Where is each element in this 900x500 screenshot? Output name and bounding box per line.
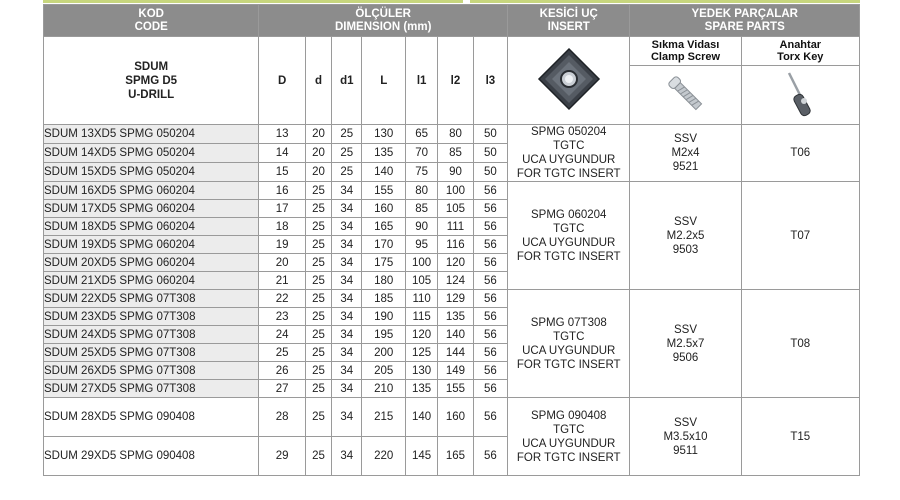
row-value-l1: 135: [405, 380, 437, 398]
key-image-cell: [741, 66, 859, 125]
row-value-l3: 56: [473, 236, 507, 254]
row-value-d: 25: [305, 236, 331, 254]
row-value-l1: 120: [405, 326, 437, 344]
row-code: SDUM 23XD5 SPMG 07T308: [44, 308, 259, 326]
screw-icon: [661, 68, 711, 120]
header-kod: KOD CODE: [44, 5, 259, 37]
row-code: SDUM 24XD5 SPMG 07T308: [44, 326, 259, 344]
row-value-d1: 34: [332, 254, 362, 272]
row-value-l1: 85: [405, 200, 437, 218]
row-value-D: 15: [259, 163, 306, 182]
row-value-d1: 34: [332, 437, 362, 476]
row-value-D: 19: [259, 236, 306, 254]
row-value-D: 18: [259, 218, 306, 236]
row-value-D: 23: [259, 308, 306, 326]
row-value-d: 25: [305, 362, 331, 380]
row-value-d1: 25: [332, 144, 362, 163]
dim-col-L: L: [362, 37, 405, 125]
row-value-L: 165: [362, 218, 405, 236]
key-spec: T08: [741, 290, 859, 398]
row-value-l2: 100: [438, 182, 473, 200]
row-value-l1: 125: [405, 344, 437, 362]
row-value-d: 25: [305, 272, 331, 290]
row-value-l2: 80: [438, 125, 473, 144]
row-value-l1: 140: [405, 398, 437, 437]
row-code: SDUM 25XD5 SPMG 07T308: [44, 344, 259, 362]
row-value-d1: 34: [332, 380, 362, 398]
row-value-l1: 110: [405, 290, 437, 308]
top-accent-left: [43, 0, 463, 3]
row-value-l1: 75: [405, 163, 437, 182]
row-value-l2: 120: [438, 254, 473, 272]
row-value-L: 155: [362, 182, 405, 200]
key-spec: T06: [741, 125, 859, 182]
row-value-L: 180: [362, 272, 405, 290]
table-row: [44, 290, 860, 308]
insert-spec: SPMG 050204 TGTC UCA UYGUNDUR FOR TGTC INSERT: [508, 125, 630, 182]
insert-icon: [534, 44, 604, 114]
table-row: [44, 182, 860, 200]
row-value-l2: 129: [438, 290, 473, 308]
torx-key-icon: [775, 67, 825, 121]
row-value-L: 200: [362, 344, 405, 362]
row-value-L: 175: [362, 254, 405, 272]
model-title: SDUM SPMG D5 U-DRILL: [44, 37, 259, 125]
row-value-l2: 124: [438, 272, 473, 290]
row-value-l2: 111: [438, 218, 473, 236]
row-value-d1: 34: [332, 344, 362, 362]
row-value-l1: 100: [405, 254, 437, 272]
dim-col-D: D: [259, 37, 306, 125]
row-value-l2: 149: [438, 362, 473, 380]
row-value-d1: 34: [332, 326, 362, 344]
row-value-d: 20: [305, 163, 331, 182]
row-code: SDUM 17XD5 SPMG 060204: [44, 200, 259, 218]
dim-col-d1: d1: [332, 37, 362, 125]
row-value-d: 25: [305, 308, 331, 326]
row-value-d1: 34: [332, 308, 362, 326]
row-code: SDUM 19XD5 SPMG 060204: [44, 236, 259, 254]
row-value-L: 130: [362, 125, 405, 144]
row-value-l1: 95: [405, 236, 437, 254]
screw-spec: SSV M2.5x7 9506: [630, 290, 741, 398]
table-row: [44, 125, 860, 144]
row-value-L: 210: [362, 380, 405, 398]
row-value-D: 22: [259, 290, 306, 308]
row-value-L: 190: [362, 308, 405, 326]
screw-spec: SSV M2x4 9521: [630, 125, 741, 182]
key-spec: T07: [741, 182, 859, 290]
row-value-D: 17: [259, 200, 306, 218]
header-olculer: ÖLÇÜLER DIMENSION (mm): [259, 5, 508, 37]
row-value-D: 13: [259, 125, 306, 144]
row-code: SDUM 16XD5 SPMG 060204: [44, 182, 259, 200]
row-value-d1: 25: [332, 163, 362, 182]
row-code: SDUM 13XD5 SPMG 050204: [44, 125, 259, 144]
row-value-l1: 70: [405, 144, 437, 163]
row-value-D: 27: [259, 380, 306, 398]
row-code: SDUM 15XD5 SPMG 050204: [44, 163, 259, 182]
row-value-l2: 116: [438, 236, 473, 254]
row-value-l3: 56: [473, 380, 507, 398]
row-value-l2: 140: [438, 326, 473, 344]
row-value-d1: 34: [332, 182, 362, 200]
row-value-d: 20: [305, 144, 331, 163]
row-value-l2: 105: [438, 200, 473, 218]
table-row: [44, 398, 860, 437]
key-spec: T15: [741, 398, 859, 476]
row-value-l3: 56: [473, 344, 507, 362]
row-value-l3: 56: [473, 437, 507, 476]
insert-spec: SPMG 07T308 TGTC UCA UYGUNDUR FOR TGTC INSERT: [508, 290, 630, 398]
row-value-L: 215: [362, 398, 405, 437]
header-anahtar: Anahtar Torx Key: [741, 37, 859, 66]
spec-table-body: [44, 125, 860, 476]
row-value-d: 25: [305, 437, 331, 476]
row-value-l2: 144: [438, 344, 473, 362]
row-value-d1: 34: [332, 236, 362, 254]
header-kesici: KESİCİ UÇ INSERT: [508, 5, 630, 37]
row-value-d: 25: [305, 290, 331, 308]
row-value-d1: 25: [332, 125, 362, 144]
row-code: SDUM 29XD5 SPMG 090408: [44, 437, 259, 476]
row-value-l3: 56: [473, 182, 507, 200]
row-value-l1: 130: [405, 362, 437, 380]
row-value-D: 20: [259, 254, 306, 272]
row-code: SDUM 18XD5 SPMG 060204: [44, 218, 259, 236]
row-value-L: 185: [362, 290, 405, 308]
row-value-l3: 56: [473, 308, 507, 326]
row-value-d1: 34: [332, 200, 362, 218]
row-value-d1: 34: [332, 272, 362, 290]
row-value-D: 24: [259, 326, 306, 344]
header-sikma: Sıkma Vidası Clamp Screw: [630, 37, 741, 66]
row-value-l3: 56: [473, 254, 507, 272]
row-value-D: 26: [259, 362, 306, 380]
row-value-l1: 105: [405, 272, 437, 290]
row-value-l3: 56: [473, 398, 507, 437]
row-value-l3: 56: [473, 200, 507, 218]
row-value-L: 195: [362, 326, 405, 344]
row-code: SDUM 27XD5 SPMG 07T308: [44, 380, 259, 398]
dim-col-l1: l1: [405, 37, 437, 125]
row-value-d1: 34: [332, 362, 362, 380]
screw-spec: SSV M3.5x10 9511: [630, 398, 741, 476]
row-value-d: 25: [305, 398, 331, 437]
row-value-D: 14: [259, 144, 306, 163]
row-code: SDUM 20XD5 SPMG 060204: [44, 254, 259, 272]
row-code: SDUM 26XD5 SPMG 07T308: [44, 362, 259, 380]
row-value-D: 21: [259, 272, 306, 290]
row-code: SDUM 21XD5 SPMG 060204: [44, 272, 259, 290]
row-value-l3: 50: [473, 125, 507, 144]
row-value-d: 25: [305, 182, 331, 200]
row-value-l1: 65: [405, 125, 437, 144]
row-value-l1: 80: [405, 182, 437, 200]
row-value-d: 25: [305, 218, 331, 236]
row-code: SDUM 14XD5 SPMG 050204: [44, 144, 259, 163]
row-value-d1: 34: [332, 290, 362, 308]
row-value-D: 28: [259, 398, 306, 437]
insert-spec: SPMG 090408 TGTC UCA UYGUNDUR FOR TGTC INSERT: [508, 398, 630, 476]
row-value-L: 205: [362, 362, 405, 380]
row-value-d: 25: [305, 326, 331, 344]
row-code: SDUM 28XD5 SPMG 090408: [44, 398, 259, 437]
top-accent-right: [470, 0, 860, 3]
row-value-d1: 34: [332, 218, 362, 236]
row-value-D: 25: [259, 344, 306, 362]
row-value-l3: 50: [473, 144, 507, 163]
spec-table: [43, 4, 860, 476]
screw-image-cell: [630, 66, 741, 125]
row-code: SDUM 22XD5 SPMG 07T308: [44, 290, 259, 308]
row-value-l3: 56: [473, 290, 507, 308]
row-value-l3: 50: [473, 163, 507, 182]
row-value-L: 140: [362, 163, 405, 182]
row-value-d: 25: [305, 254, 331, 272]
row-value-d: 20: [305, 125, 331, 144]
insert-image-cell: [508, 37, 630, 125]
dim-col-l3: l3: [473, 37, 507, 125]
row-value-L: 135: [362, 144, 405, 163]
row-value-d1: 34: [332, 398, 362, 437]
row-value-l3: 56: [473, 362, 507, 380]
row-value-D: 16: [259, 182, 306, 200]
row-value-l1: 145: [405, 437, 437, 476]
row-value-d: 25: [305, 344, 331, 362]
row-value-L: 170: [362, 236, 405, 254]
row-value-d: 25: [305, 380, 331, 398]
row-value-l2: 135: [438, 308, 473, 326]
row-value-l3: 56: [473, 218, 507, 236]
header-yedek: YEDEK PARÇALAR SPARE PARTS: [630, 5, 860, 37]
row-value-l2: 165: [438, 437, 473, 476]
dim-col-d: d: [305, 37, 331, 125]
row-value-l3: 56: [473, 326, 507, 344]
insert-spec: SPMG 060204 TGTC UCA UYGUNDUR FOR TGTC INSERT: [508, 182, 630, 290]
row-value-l2: 160: [438, 398, 473, 437]
row-value-L: 160: [362, 200, 405, 218]
row-value-l1: 115: [405, 308, 437, 326]
row-value-L: 220: [362, 437, 405, 476]
row-value-l2: 90: [438, 163, 473, 182]
row-value-D: 29: [259, 437, 306, 476]
screw-spec: SSV M2.2x5 9503: [630, 182, 741, 290]
row-value-d: 25: [305, 200, 331, 218]
row-value-l3: 56: [473, 272, 507, 290]
row-value-l1: 90: [405, 218, 437, 236]
row-value-l2: 85: [438, 144, 473, 163]
dim-col-l2: l2: [438, 37, 473, 125]
row-value-l2: 155: [438, 380, 473, 398]
